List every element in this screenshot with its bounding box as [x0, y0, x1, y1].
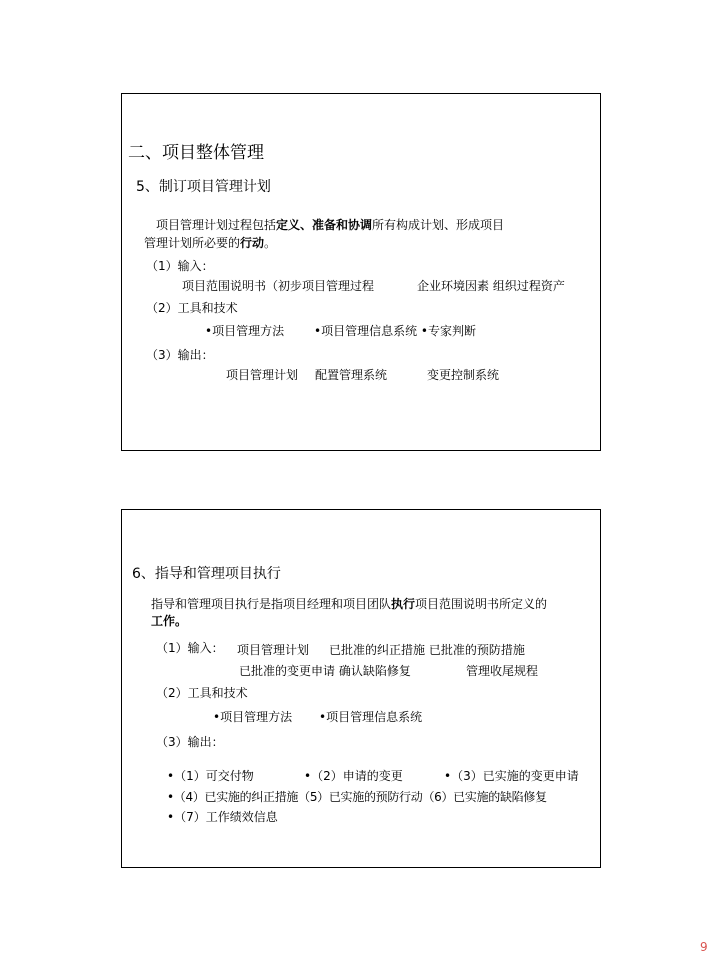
slide1-input-label: （1）输入：: [146, 259, 214, 273]
para-bold: 行动: [240, 236, 265, 250]
slide1-tools-item: •项目管理方法: [205, 324, 285, 338]
slide2-input-item: 已批准的纠正措施 已批准的预防措施: [329, 643, 525, 657]
page-number: 9: [700, 940, 708, 954]
para-text: 所有构成计划、形成项目: [372, 218, 505, 232]
para-text: 项目范围说明书所定义的: [415, 597, 548, 611]
para-text: 指导和管理项目执行是指项目经理和项目团队: [151, 597, 392, 611]
para-text: 管理计划所必要的: [144, 236, 241, 250]
slide2-input-item: 项目管理计划: [237, 643, 310, 657]
slide1-tools-item: •项目管理信息系统 •专家判断: [314, 324, 476, 338]
slide2-tools-item: •项目管理方法: [213, 710, 293, 724]
para-bold: 工作。: [151, 614, 188, 628]
slide1-input-item: 项目范围说明书（初步项目管理过程: [182, 279, 375, 293]
slide1-input-item: 企业环境因素 组织过程资产: [417, 279, 565, 293]
slide2-title: 6、指导和管理项目执行: [132, 566, 281, 582]
slide2-output-item: •（7）工作绩效信息: [167, 810, 278, 824]
slide1-para-line2: [144, 234, 276, 252]
slide1-output-label: （3）输出：: [146, 348, 214, 362]
slide1-tools-label: （2）工具和技术: [146, 301, 238, 315]
slide2-input-label: （1）输入：: [156, 641, 224, 655]
slide2-para-line1: [151, 595, 547, 613]
slide1-output-item: 项目管理计划: [226, 368, 299, 382]
slide2-input-item: 管理收尾规程: [466, 664, 539, 678]
slide1-subtitle: 5、制订项目管理计划: [136, 179, 271, 195]
slide1-title: 二、项目整体管理: [128, 143, 264, 163]
slide2-output-label: （3）输出：: [156, 735, 224, 749]
slide2-output-item: •（2）申请的变更: [304, 769, 403, 783]
slide-1: [121, 93, 601, 451]
slide1-output-item: 配置管理系统: [315, 368, 388, 382]
para-text: 项目管理计划过程包括: [156, 218, 277, 232]
slide1-output-item: 变更控制系统: [427, 368, 500, 382]
para-text: 。: [264, 236, 277, 250]
slide2-output-item: •（3）已实施的变更申请: [444, 769, 579, 783]
para-bold: 执行: [391, 597, 416, 611]
slide2-output-item: •（4）已实施的纠正措施（5）已实施的预防行动（6）已实施的缺陷修复: [167, 790, 547, 804]
para-bold: 定义、准备和协调: [276, 218, 373, 232]
slide1-para-line1: [156, 216, 504, 234]
slide2-input-item: 已批准的变更申请 确认缺陷修复: [239, 664, 411, 678]
slide2-output-item: •（1）可交付物: [167, 769, 254, 783]
slide2-para-line2: [151, 612, 187, 630]
slide2-tools-label: （2）工具和技术: [156, 686, 248, 700]
slide-2: [121, 509, 601, 868]
slide2-tools-item: •项目管理信息系统: [319, 710, 423, 724]
